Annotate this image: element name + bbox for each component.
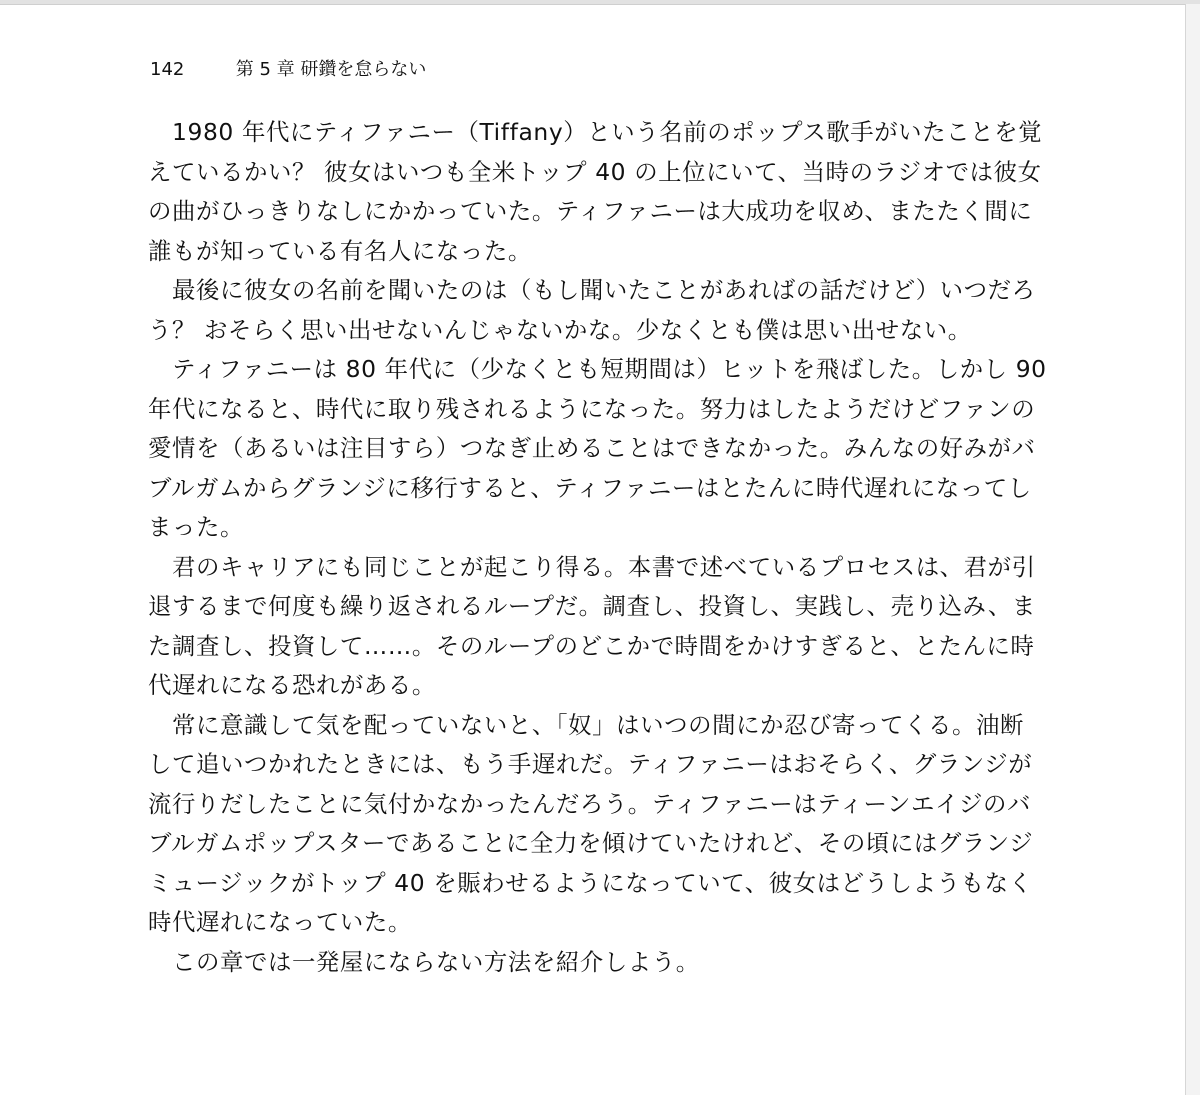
text-line: ブルガムからグランジに移行すると、ティファニーはとたんに時代遅れになってし — [148, 473, 1032, 502]
text-line: 流行りだしたことに気付かなかったんだろう。ティファニーはティーンエイジのバ — [148, 789, 1031, 818]
running-head — [150, 55, 426, 85]
text-line: 最後に彼女の名前を聞いたのは（もし聞いたことがあればの話だけど）いつだろ — [148, 276, 1036, 304]
text-line: 常に意識して気を配っていないと、「奴」はいつの間にか忍び寄ってくる。油断 — [148, 710, 1024, 739]
text-line: 誰もが知っている有名人になった。 — [148, 236, 532, 265]
text-line: 愛情を（あるいは注目すら）つなぎ止めることはできなかった。みんなの好みがバ — [148, 434, 1036, 462]
text-line: 時代遅れになっていた。 — [148, 908, 412, 936]
book-page — [0, 4, 1186, 1095]
text-line: まった。 — [148, 513, 244, 541]
text-line: ブルガムポップスターであることに全力を傾けていたけれど、その頃にはグランジ — [148, 829, 1034, 857]
text-line: 君のキャリアにも同じことが起こり得る。本書で述べているプロセスは、君が引 — [148, 552, 1036, 581]
body-text — [148, 113, 1108, 982]
text-line: して追いつかれたときには、もう手遅れだ。ティファニーはおそらく、グランジが — [148, 750, 1033, 778]
text-line: の曲がひっきりなしにかかっていた。ティファニーは大成功を収め、またたく間に — [148, 197, 1033, 225]
text-line: 年代になると、時代に取り残されるようになった。努力はしたようだけどファンの — [148, 394, 1036, 423]
text-line: えているかい？ 彼女はいつも全米トップ 40 の上位にいて、当時のラジオでは彼女 — [148, 157, 1042, 186]
text-line: ミュージックがトップ 40 を賑わせるようになっていて、彼女はどうしようもなく — [148, 868, 1033, 897]
page-number: 142 — [150, 59, 185, 80]
text-line: う？ おそらく思い出せないんじゃないかな。少なくとも僕は思い出せない。 — [148, 315, 972, 344]
text-line: 退するまで何度も繰り返されるループだ。調査し、投資し、実践し、売り込み、ま — [148, 592, 1036, 620]
chapter-title: 第 5 章 研鑽を怠らない — [235, 59, 427, 80]
text-line: 1980 年代にティファニー（Tiffany）という名前のポップス歌手がいたことを覚 — [148, 118, 1043, 146]
text-line: ティファニーは 80 年代に（少なくとも短期間は）ヒットを飛ばした。しかし 90 — [148, 355, 1047, 383]
text-line: 代遅れになる恐れがある。 — [148, 671, 436, 699]
text-line: た調査し、投資して……。そのループのどこかで時間をかけすぎると、とたんに時 — [148, 631, 1035, 660]
text-line: この章では一発屋にならない方法を紹介しよう。 — [148, 947, 700, 976]
